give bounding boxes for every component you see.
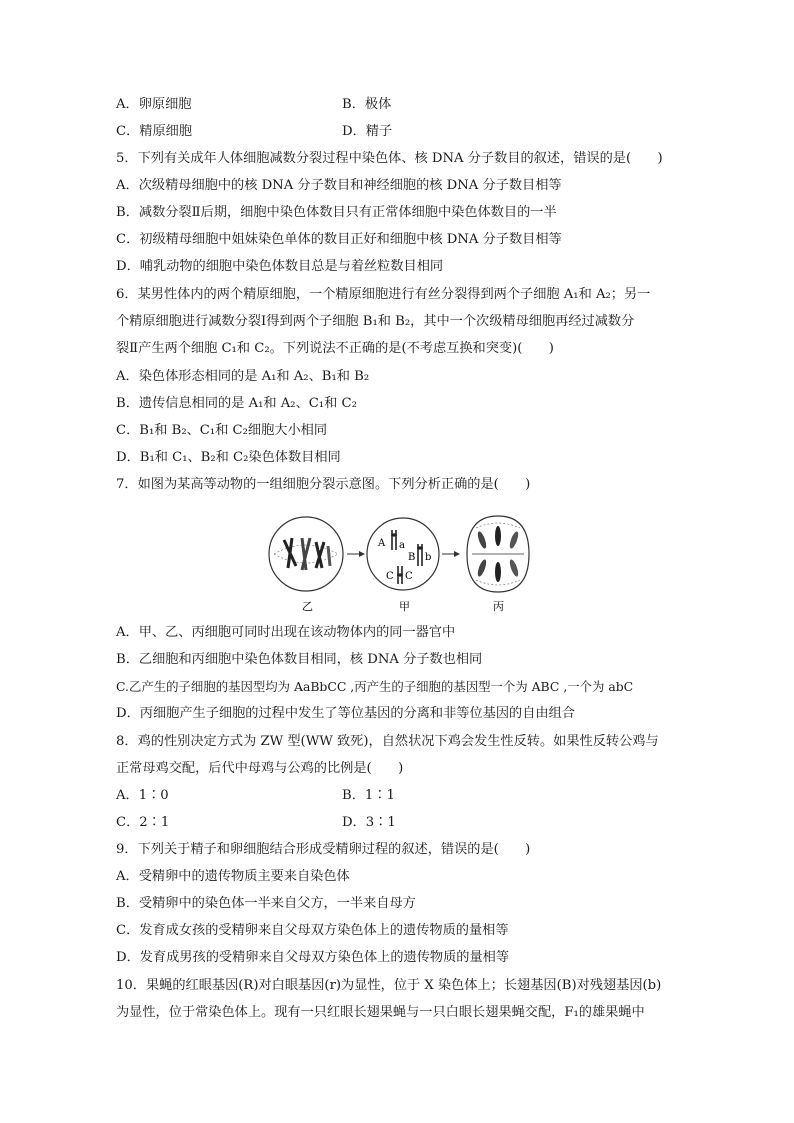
- cell-bing: [467, 516, 529, 592]
- q7-stem: 7．如图为某高等动物的一组细胞分裂示意图。下列分析正确的是( ): [116, 477, 531, 492]
- q9-option-a: A．受精卵中的遗传物质主要来自染色体: [116, 869, 350, 884]
- cell-yi: [269, 517, 343, 591]
- q6-option-b: B．遗传信息相同的是 A₁和 A₂、C₁和 C₂: [116, 396, 357, 411]
- cell-jia: [367, 518, 439, 590]
- cell-division-svg: [262, 508, 532, 618]
- q8-stem-line2: 正常母鸡交配，后代中母鸡与公鸡的比例是( ): [116, 761, 404, 776]
- q9-option-b: B．受精卵中的染色体一半来自父方，一半来自母方: [116, 896, 416, 911]
- gene-C1-label: C: [386, 571, 394, 582]
- q7-option-d: D．丙细胞产生子细胞的过程中发生了等位基因的分离和非等位基因的自由组合: [116, 706, 575, 721]
- gene-B-label: B: [408, 552, 416, 563]
- q5-option-a: A．次级精母细胞中的核 DNA 分子数目和神经细胞的核 DNA 分子数目相等: [116, 178, 562, 193]
- q6-stem-line3: 裂Ⅱ产生两个细胞 C₁和 C₂。下列说法不正确的是(不考虑互换和突变)( ): [116, 341, 554, 356]
- q10-stem-line1: 10．果蝇的红眼基因(R)对白眼基因(r)为显性，位于 X 染色体上；长翅基因(B)对残翅基因(b): [116, 978, 662, 993]
- q7-option-c: C.乙产生的子细胞的基因型均为 AaBbCC ,丙产生的子细胞的基因型一个为 ABC ,一个为 abC: [116, 679, 634, 694]
- q7-option-b: B．乙细胞和丙细胞中染色体数目相同，核 DNA 分子数也相同: [116, 652, 483, 667]
- q4-option-c: C．精原细胞: [116, 124, 193, 139]
- q4-option-a: A．卵原细胞: [116, 97, 192, 112]
- q6-option-d: D．B₁和 C₁、B₂和 C₂染色体数目相同: [116, 450, 341, 465]
- q4-option-d: D．精子: [342, 124, 393, 139]
- q8-stem-line1: 8．鸡的性别决定方式为 ZW 型(WW 致死)，自然状况下鸡会发生性反转。如果性反转公鸡与: [116, 734, 659, 749]
- q8-option-d: D．3∶1: [342, 815, 396, 830]
- q8-option-a: A．1∶0: [116, 788, 169, 803]
- q6-option-a: A．染色体形态相同的是 A₁和 A₂、B₁和 B₂: [116, 369, 370, 384]
- q6-stem-line1: 6．某男性体内的两个精原细胞，一个精原细胞进行有丝分裂得到两个子细胞 A₁和 A₂；另一: [116, 287, 651, 302]
- q8-option-b: B．1∶1: [342, 788, 395, 803]
- gene-a-label: a: [399, 540, 405, 551]
- q5-option-d: D．哺乳动物的细胞中染色体数目总是与着丝粒数目相同: [116, 259, 444, 274]
- q9-option-c: C．发育成女孩的受精卵来自父母双方染色体上的遗传物质的量相等: [116, 923, 509, 938]
- q6-option-c: C．B₁和 B₂、C₁和 C₂细胞大小相同: [116, 423, 328, 438]
- q9-option-d: D．发育成男孩的受精卵来自父母双方染色体上的遗传物质的量相等: [116, 950, 510, 965]
- q5-option-b: B．减数分裂Ⅱ后期，细胞中染色体数目只有正常体细胞中染色体数目的一半: [116, 205, 557, 220]
- q7-option-a: A．甲、乙、丙细胞可同时出现在该动物体内的同一器官中: [116, 625, 456, 640]
- caption-yi: 乙: [302, 600, 313, 613]
- gene-A-label: A: [378, 538, 386, 549]
- gene-b-label: b: [425, 552, 432, 563]
- q9-stem: 9．下列关于精子和卵细胞结合形成受精卵过程的叙述，错误的是( ): [116, 842, 531, 857]
- q6-stem-line2: 个精原细胞进行减数分裂Ⅰ得到两个子细胞 B₁和 B₂，其中一个次级精母细胞再经过减数分: [116, 314, 635, 329]
- cell-division-diagram: [262, 508, 532, 618]
- q5-option-c: C．初级精母细胞中姐妹染色单体的数目正好和细胞中核 DNA 分子数目相等: [116, 232, 562, 247]
- q8-option-c: C．2∶1: [116, 815, 170, 830]
- caption-bing: 丙: [493, 600, 504, 613]
- gene-C2-label: C: [405, 571, 413, 582]
- caption-jia: 甲: [399, 600, 410, 613]
- q10-stem-line2: 为显性，位于常染色体上。现有一只红眼长翅果蝇与一只白眼长翅果蝇交配，F₁的雄果蝇中: [116, 1005, 645, 1020]
- q4-option-b: B．极体: [342, 97, 392, 112]
- q5-stem: 5．下列有关成年人体细胞减数分裂过程中染色体、核 DNA 分子数目的叙述，错误的是( ): [116, 151, 663, 166]
